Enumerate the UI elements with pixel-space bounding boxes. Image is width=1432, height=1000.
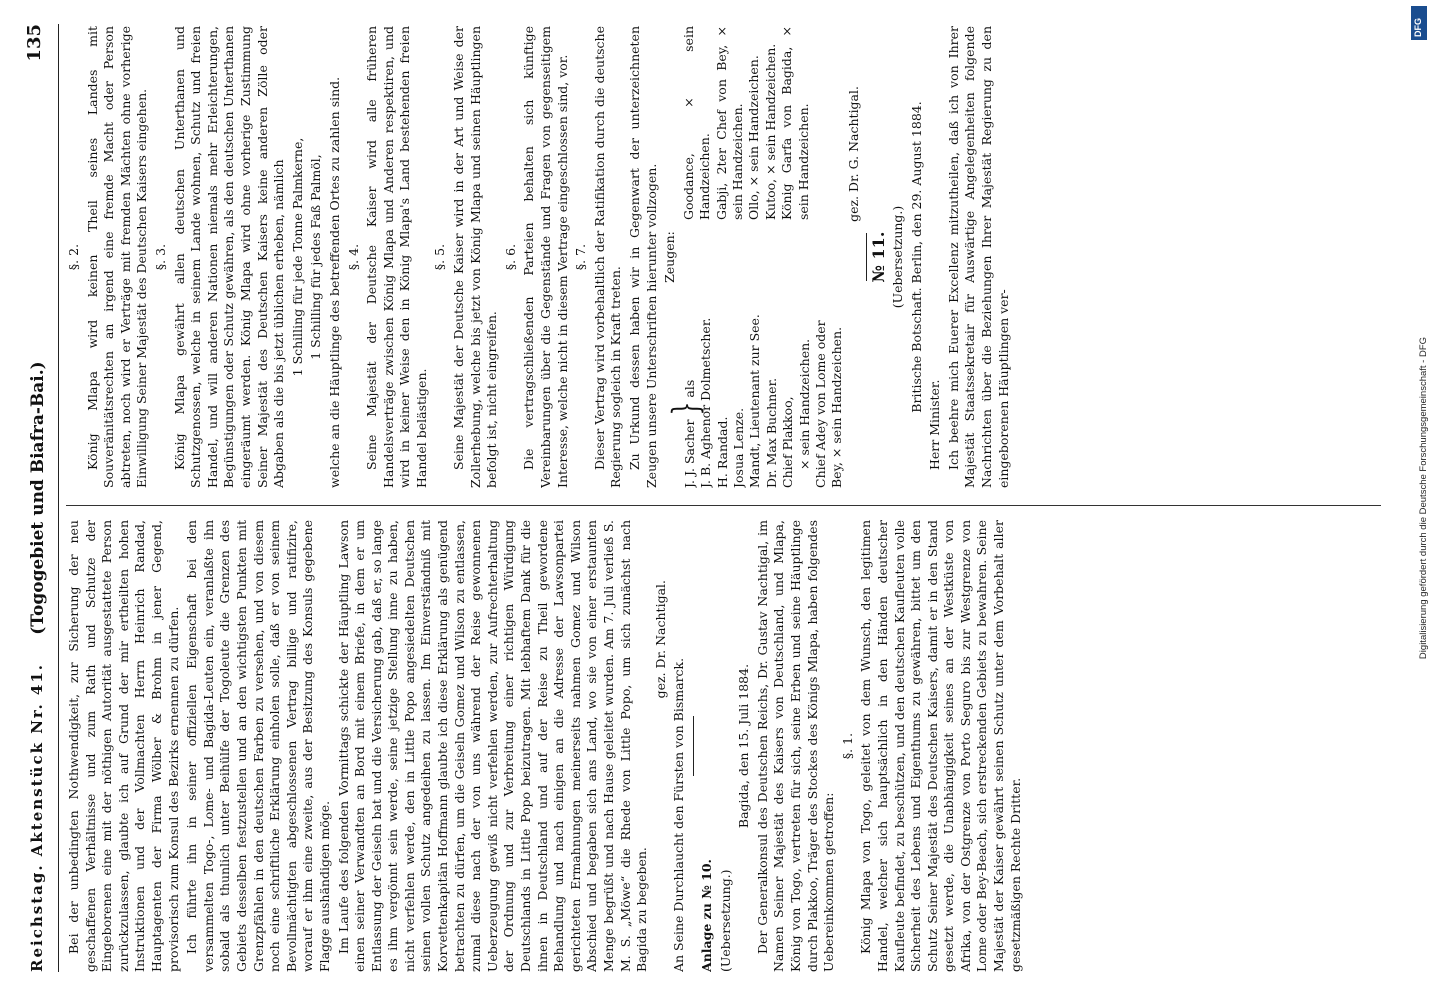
right-column: [66, 26, 1381, 488]
witness-entry: J. B. Aghenor Dolmetscher.: [698, 317, 714, 488]
brace-mark: }: [666, 401, 707, 416]
witness-entry: H. Randad.: [714, 416, 730, 488]
duty-line: 1 Schilling für jede Tonne Palmkerne,: [289, 137, 305, 377]
section-heading: §. 6.: [502, 243, 518, 271]
section-heading: §. 2.: [66, 243, 81, 271]
page-header: [24, 24, 58, 972]
place-date: Britische Botschaft. Berlin, den 29. August 1884.: [908, 101, 924, 413]
digitization-credit: [1396, 0, 1432, 1000]
paragraph: König Mlapa gewährt allen deutschen Unterthanen und Schutzgenossen, welche in seinem Lande wohnen, Schutz und freien Handel, und will anderen Nationen niemals mehr Erleichterungen, Begünstigungen oder Schutz gewähren, als den deutschen Unterthanen eingeräumt werden. König Mlapa wird ohne vorherige Zustimmung Seiner Majestät des Deutschen Kaisers keine anderen Zölle oder Abgaben als die bis jetzt üblichen erheben, nämlich: [171, 26, 287, 488]
witness-entry: Bey, × sein Handzeichen.: [829, 326, 845, 488]
document-number: № 11.: [869, 231, 889, 283]
witness-entry: Chief Plakkoo,: [780, 396, 796, 488]
divider: [866, 233, 867, 281]
paragraph: Zu Urkund dessen haben wir in Gegenwart der unterzeichneten Zeugen unsere Unterschriften hierunter vollzogen.: [627, 26, 659, 488]
witness-list-right: [681, 26, 846, 220]
dfg-logo: DFG: [1411, 6, 1427, 40]
paragraph: Bei der unbedingten Nothwendigkeit, zur Sicherung der neu geschaffenen Verhältnisse und zum Rath und Schutze der Eingeborenen eine mit der nöthigen Autorität ausgestattete Person zurückzulassen, glaubte ich auf Grund der mir ertheilten hohen Instruktionen und der Vollmachten Herrn Heinrich Randad, Hauptagenten der Firma Wölber & Brohm in jener Gegend, provisorisch zum Konsul des Bezirks ernennen zu dürfen.: [66, 520, 181, 972]
credit-text: Digitalisierung gefördert durch die Deutsche Forschungsgemeinschaft - DFG: [1418, 336, 1429, 660]
witness-entry: Ollo, × sein Handzeichen.: [746, 55, 762, 221]
section-heading: §. 3.: [152, 243, 168, 271]
witness-entry: Gabji, 2ter Chef von Bey, × sein Handzeichen.: [713, 26, 745, 221]
section-heading: §. 7.: [573, 243, 589, 271]
divider: [693, 716, 694, 776]
witnesses-label: Zeugen:: [662, 231, 678, 283]
witness-entry: Chief Adey von Lome oder: [813, 320, 829, 488]
header-left: Reichstag. Aktenstück Nr. 41.: [28, 663, 46, 972]
header-topic: (Togogebiet und Biafra-Bai.): [28, 361, 48, 635]
column-divider: [66, 505, 1381, 506]
witness-entry: × sein Handzeichen.: [796, 338, 812, 470]
address-line: An Seine Durchlaucht den Fürsten von Bismarck.: [671, 657, 687, 972]
witness-entry: Kutoo, × sein Handzeichen.: [762, 43, 778, 221]
translation-note: (Uebersetzung.): [890, 205, 906, 309]
place-date: Bagida, den 15. Juli 1884.: [736, 663, 752, 829]
translation-note: (Uebersetzung.): [717, 869, 733, 972]
paragraph: Der Generalkonsul des Deutschen Reichs, Dr. Gustav Nachtigal, im Namen Seiner Majestät des Kaisers von Deutschland, und Mlapa, König von Togo, vertreten für sich, seine Erben und seine Häuptlinge durch Plakkoo, Träger des Stockes des Königs Mlapa, haben folgendes Uebereinkommen getroffen:: [754, 520, 837, 972]
annex-title: Anlage zu № 10.: [698, 859, 714, 972]
paragraph: Seine Majestät der Deutsche Kaiser wird in der Art und Weise der Zollerhebung, welche bis jetzt von König Mlapa und seinen Häuptlingen befolgt ist, nicht eingreifen.: [451, 26, 500, 488]
signature: gez. Dr. G. Nachtigal.: [845, 86, 861, 222]
paragraph: Ich beehre mich Euerer Excellenz mitzutheilen, daß ich von Ihrer Majestät Staatssekretair für Auswärtige Angelegenheiten folgende Nachrichten über die Beziehungen Ihrer Majestät Regierung zu den eingeborenen Häuptlingen ver-: [945, 26, 1011, 488]
salutation: Herr Minister.: [927, 379, 943, 470]
paragraph: Die vertragschließenden Parteien behalten sich künftige Vereinbarungen über die Gegenstände und Fragen von gegenseitigem Interesse, welche nicht in diesem Vertrage eingeschlossen sind, vor.: [521, 26, 570, 488]
witness-entry: J. J. Sacher } als: [666, 379, 707, 488]
paragraph: Seine Majestät der Deutsche Kaiser wird alle früheren Handelsverträge zwischen König Mlapa und Anderen respektiren, und wird in keiner Weise den in König Mlapa's Land bestehenden freien Handel belästigen.: [364, 26, 429, 488]
paragraph: König Mlapa von Togo, geleitet von dem Wunsch, den legitimen Handel, welcher sich hauptsächlich in den Händen deutscher Kaufleute befindet, zu beschützen, und den deutschen Kaufleuten volle Sicherheit des Lebens und Eigenthums zu gewähren, bittet um den Schutz Seiner Majestät des Deutschen Kaisers, damit er in den Stand gesetzt werde, die Unabhängigkeit seines an der Westküste von Afrika, von der Ostgrenze von Porto Seguro bis zur Westgrenze von Lome oder Bey-Beach, sich erstreckenden Gebiets zu bewahren. Seine Majestät der Kaiser gewährt seinen Schutz unter dem Vorbehalt aller gesetzmäßigen Rechte Dritter.: [858, 520, 1023, 972]
section-heading: §. 1.: [839, 732, 855, 760]
section-heading: §. 5.: [432, 243, 448, 271]
witness-entry: Mandt, Lieutenant zur See.: [747, 314, 763, 488]
page-number: 135: [24, 24, 45, 62]
witness-entry: Goodance, × sein Handzeichen.: [680, 26, 713, 221]
signature: gez. Dr. Nachtigal.: [652, 580, 668, 699]
paragraph: welche an die Häuptlinge des betreffenden Ortes zu zahlen sind.: [326, 76, 342, 488]
paragraph: König Mlapa wird keinen Theil seines Landes mit Souveränitätsrechten an irgend eine fremde Macht oder Person abtreten, noch wird er Verträge mit fremden Mächten ohne vorherige Einwilligung Seiner Majestät des Deutschen Kaisers eingehen.: [84, 26, 150, 488]
witness-entry: Dr. Max Buchner.: [763, 377, 779, 488]
paragraph: Im Laufe des folgenden Vormittags schickte der Häuptling Lawson einen seiner Verwandten an Bord mit einem Briefe, in dem er um Entlassung der Geiseln bat und die Versicherung gab, daß er, so lange es ihm vergönnt sein werde, seine jetzige Stellung inne zu haben, nicht verfehlen werde, den in Little Popo angesiedelten Deutschen seinen vollen Schutz angedeihen zu lassen. Im Einverständniß mit Korvettenkapitän Hoffmann glaubte ich diese Erklärung als genügend betrachten zu dürfen, um die Geiseln Gomez und Wilson zu entlassen, zumal diese nach der von uns während der Reise gewonnenen Ueberzeugung gewiß nicht verfehlen werden, zur Aufrechterhaltung der Ordnung und zur Verbreitung einer richtigen Würdigung Deutschlands in Little Popo beizutragen. Mit lebhaftem Dank für die ihnen in Deutschland und auf der Reise zu Theil gewordene Behandlung und nach einigen an die Adresse der Lawsonpartei gerichteten Ermahnungen meinerseits nahmen Gomez und Wilson Abschied und begaben sich ans Land, wo sie von einer erstaunten Menge begrüßt und nach Hause geleitet wurden. Am 7. Juli verließ S. M. S. „Möwe“ die Rhede von Little Popo, um sich zunächst nach Bagida zu begeben.: [335, 520, 650, 972]
paragraph: Dieser Vertrag wird vorbehaltlich der Ratifikation durch die deutsche Regierung sogleich in Kraft treten.: [591, 26, 624, 488]
header-rule: [58, 24, 59, 972]
section-heading: §. 4.: [345, 243, 361, 271]
witness-entry: Josua Lenze.: [731, 407, 746, 488]
witness-entry: König Garfa von Bagida, × sein Handzeichen.: [779, 26, 811, 221]
left-column: [66, 520, 1381, 972]
duty-line: 1 Schilling für jedes Faß Palmöl,: [308, 154, 324, 360]
paragraph: Ich führte ihn in seiner offiziellen Eigenschaft bei den versammelten Togo-, Lome- und Bagida-Leuten ein, veranlaßte ihn sobald als thunlich unter Beihülfe der Togoleute die Grenzen des Gebiets desselben festzustellen und an den wichtigsten Punkten mit Grenzpfählen in den deutschen Farben zu versehen, und von diesem noch eine schriftliche Erklärung einholen solle, daß er von seinem Bevollmächtigten abgeschlossenen Vertrag billige und ratifizire, worauf er ihm eine zweite, aus der Besitzung des Konsuls gegebene Flagge aushändigen möge.: [184, 520, 332, 972]
